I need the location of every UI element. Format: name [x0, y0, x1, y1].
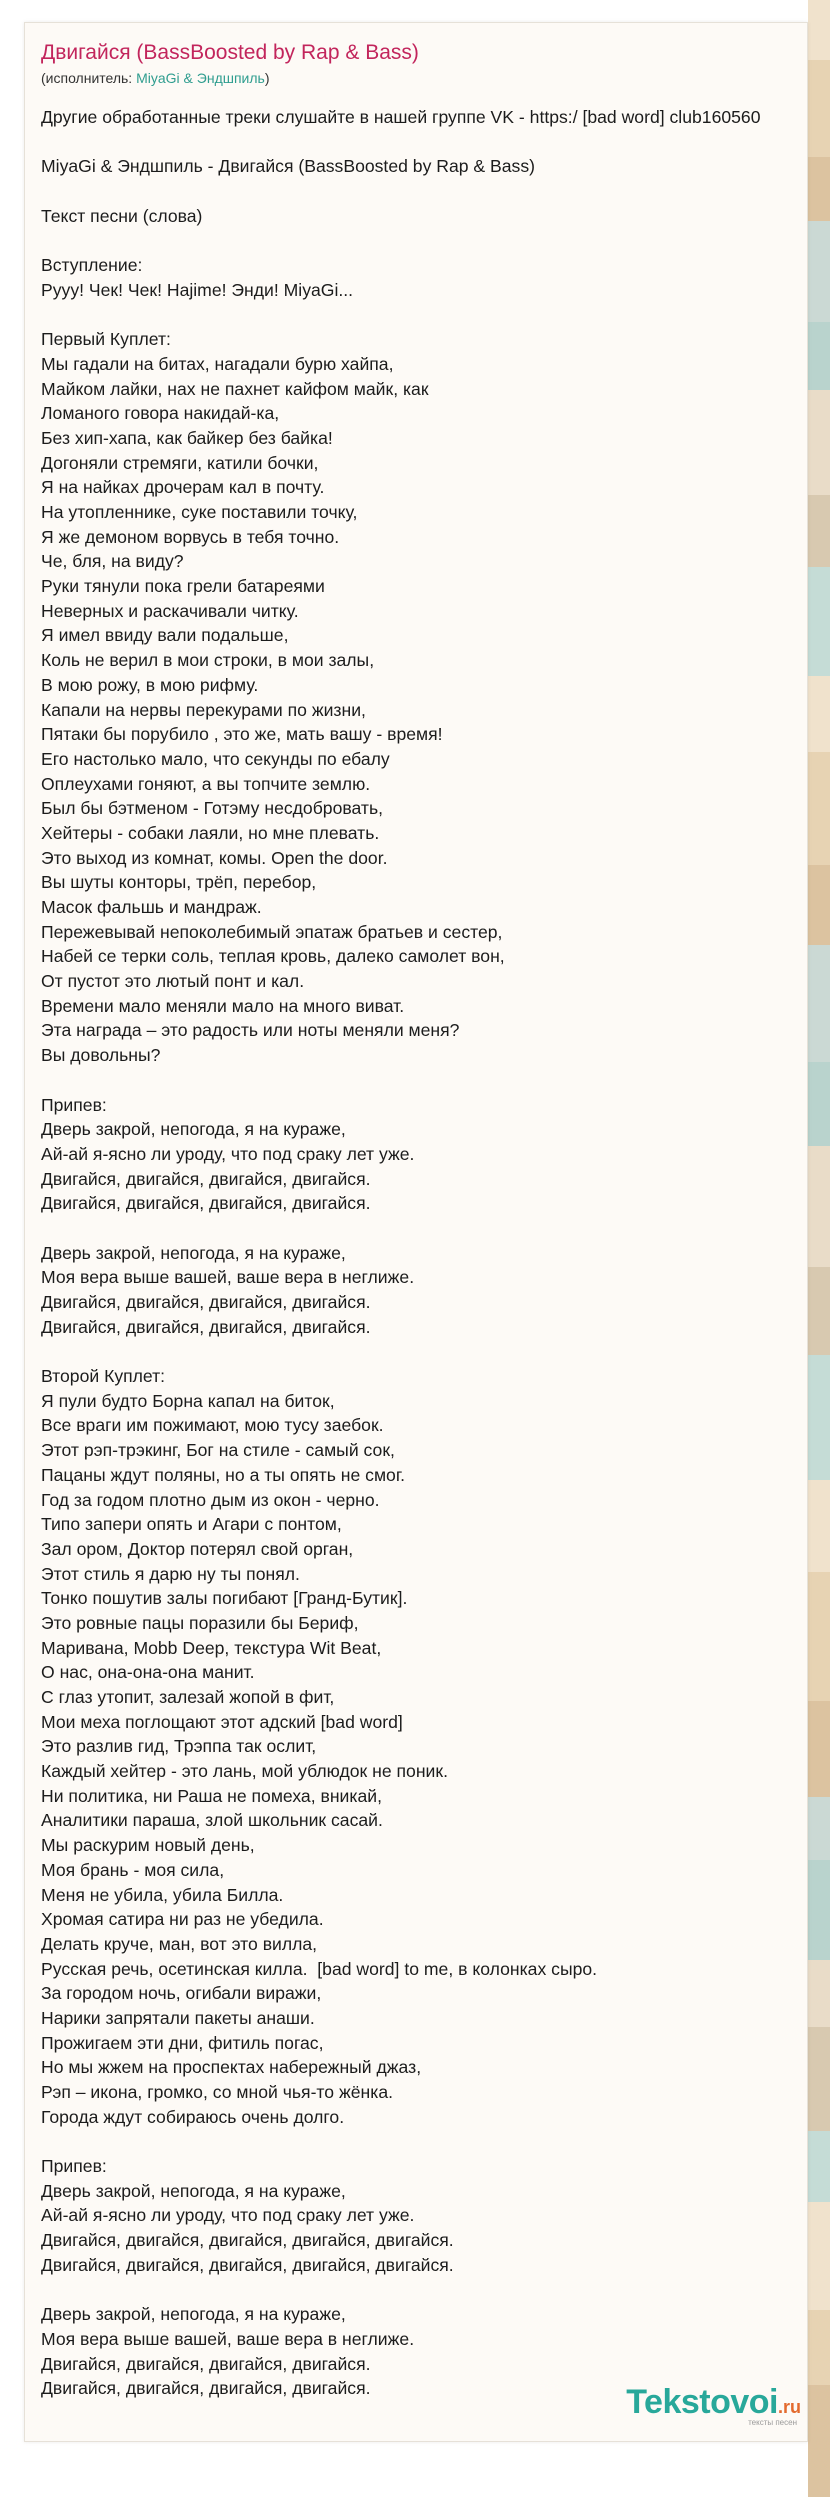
- lyric-line: Дверь закрой, непогода, я на кураже,: [41, 2180, 346, 2201]
- lyric-line: Второй Куплет:: [41, 1366, 166, 1387]
- lyric-line: Капали на нервы перекурами по жизни,: [41, 699, 366, 720]
- lyric-line: [41, 1216, 808, 1241]
- lyric-line: [41, 228, 808, 253]
- lyrics-card: [24, 22, 808, 2442]
- lyric-line: Двигайся, двигайся, двигайся, двигайся.: [41, 1193, 371, 1214]
- lyric-line: Моя вера выше вашей, ваше вера в неглиже.: [41, 1267, 415, 1288]
- lyric-line: Города ждут собираюсь очень долго.: [41, 2106, 345, 2127]
- site-logo[interactable]: [626, 2383, 801, 2427]
- lyric-line: Ай-ай я-ясно ли уроду, что под сраку лет уже.: [41, 2205, 415, 2226]
- lyric-line: [41, 179, 808, 204]
- lyric-line: Это выход из комнат, комы. Open the door.: [41, 847, 388, 868]
- lyric-line: Коль не верил в мои строки, в мои залы,: [41, 650, 375, 671]
- lyric-line: Был бы бэтменом - Готэму несдобровать,: [41, 798, 384, 819]
- lyric-line: Маривана, Mobb Deep, текстура Wit Beat,: [41, 1637, 382, 1658]
- lyric-line: Рууу! Чек! Чек! Hajime! Энди! MiyaGi...: [41, 279, 354, 300]
- lyric-line: Я пули будто Борна капал на биток,: [41, 1390, 335, 1411]
- lyric-line: Русская речь, осетинская килла. [bad word] to me, в колонках сыро.: [41, 1958, 598, 1979]
- lyric-line: Мы раскурим новый день,: [41, 1835, 255, 1856]
- logo-tagline: тексты песен: [748, 2418, 797, 2427]
- lyric-line: В мою рожу, в мою рифму.: [41, 674, 259, 695]
- lyric-line: Год за годом плотно дым из окон - черно.: [41, 1489, 380, 1510]
- lyric-line: [41, 130, 808, 155]
- lyric-line: Вступление:: [41, 255, 143, 276]
- lyric-line: Пятаки бы порубило , это же, мать вашу - время!: [41, 724, 443, 745]
- lyric-line: Времени мало меняли мало на много виват.: [41, 995, 405, 1016]
- lyric-line: [41, 303, 808, 328]
- artist-line: [41, 70, 270, 86]
- lyric-line: Этот рэп-трэкинг, Бог на стиле - самый сок,: [41, 1440, 395, 1461]
- lyric-line: Двигайся, двигайся, двигайся, двигайся.: [41, 1292, 371, 1312]
- lyric-line: Его настолько мало, что секунды по ебалу: [41, 748, 390, 769]
- lyric-line: Без хип-хапа, как байкер без байка!: [41, 427, 333, 448]
- lyric-line: Моя вера выше вашей, ваше вера в неглиже.: [41, 2328, 415, 2349]
- lyric-line: MiyaGi & Эндшпиль - Двигайся (BassBoosted by Rap & Bass): [41, 156, 536, 177]
- lyric-line: Другие обработанные треки слушайте в нашей группе VK - https:/ [bad word] club160560: [41, 107, 761, 127]
- lyric-line: Догоняли стремяги, катили бочки,: [41, 452, 319, 473]
- lyric-line: Майком лайки, нах не пахнет кайфом майк, как: [41, 378, 429, 399]
- lyric-line: Моя брань - моя сила,: [41, 1859, 225, 1880]
- lyric-line: Первый Куплет:: [41, 329, 171, 350]
- lyric-line: Зал ором, Доктор потерял свой орган,: [41, 1538, 354, 1559]
- lyric-line: Дверь закрой, непогода, я на кураже,: [41, 2304, 346, 2325]
- lyric-line: Аналитики параша, злой школьник сасай.: [41, 1810, 383, 1831]
- lyric-line: Припев:: [41, 2156, 107, 2177]
- lyric-line: Это ровные пацы поразили бы Бериф,: [41, 1612, 359, 1633]
- lyric-line: Рэп – икона, громко, со мной чья-то жёнка.: [41, 2082, 393, 2102]
- lyrics-text: [41, 105, 808, 2401]
- lyric-line: Оплеухами гоняют, а вы топчите землю.: [41, 773, 371, 794]
- lyric-line: Припев:: [41, 1094, 107, 1115]
- artist-link[interactable]: MiyaGi & Эндшпиль: [136, 70, 265, 86]
- lyric-line: Текст песни (слова): [41, 205, 203, 226]
- lyric-line: Мои меха поглощают этот адский [bad word]: [41, 1711, 403, 1732]
- lyric-line: Че, бля, на виду?: [41, 551, 184, 572]
- lyric-line: [41, 2278, 808, 2303]
- lyric-line: Но мы жжем на проспектах набережный джаз,: [41, 2057, 422, 2078]
- lyric-line: Все враги им пожимают, мою тусу заебок.: [41, 1415, 384, 1436]
- lyric-line: Вы шуты конторы, трёп, перебор,: [41, 872, 317, 893]
- lyric-line: Эта награда – это радость или ноты меняли меня?: [41, 1020, 460, 1041]
- lyric-line: [41, 2129, 808, 2154]
- lyric-line: Пережевывай непоколебимый эпатаж братьев и сестер,: [41, 921, 503, 942]
- lyric-line: Это разлив гид, Трэппа так ослит,: [41, 1736, 317, 1757]
- lyric-line: Двигайся, двигайся, двигайся, двигайся.: [41, 2378, 371, 2399]
- lyric-line: От пустот это лютый понт и кал.: [41, 971, 305, 992]
- lyric-line: Ломаного говора накидай-ка,: [41, 403, 280, 424]
- logo-tld: .ru: [777, 2397, 801, 2417]
- lyric-line: Набей се терки соль, теплая кровь, далеко самолет вон,: [41, 946, 505, 967]
- lyric-line: Пацаны ждут поляны, но а ты опять не смог.: [41, 1464, 406, 1485]
- lyric-line: О нас, она-она-она манит.: [41, 1662, 255, 1683]
- lyric-line: Каждый хейтер - это лань, мой ублюдок не поник.: [41, 1761, 448, 1782]
- lyric-line: Двигайся, двигайся, двигайся, двигайся.: [41, 2353, 371, 2374]
- lyric-line: Неверных и раскачивали читку.: [41, 600, 299, 621]
- lyric-line: Нарики запрятали пакеты анаши.: [41, 2007, 315, 2028]
- lyric-line: Меня не убила, убила Билла.: [41, 1884, 284, 1905]
- lyric-line: Дверь закрой, непогода, я на кураже,: [41, 1242, 346, 1263]
- lyric-line: Я же демоном ворвусь в тебя точно.: [41, 526, 340, 547]
- song-title: Двигайся (BassBoosted by Rap & Bass): [41, 41, 419, 64]
- logo-word: Tekstovoi: [626, 2383, 778, 2421]
- artist-suffix: ): [264, 70, 270, 86]
- lyric-line: Хейтеры - собаки лаяли, но мне плевать.: [41, 822, 380, 843]
- lyric-line: Типо запери опять и Агари с понтом,: [41, 1514, 342, 1535]
- lyric-line: Дверь закрой, непогода, я на кураже,: [41, 1119, 346, 1140]
- artist-prefix: (исполнитель:: [41, 70, 137, 86]
- lyric-line: Мы гадали на битах, нагадали бурю хайпа,: [41, 353, 394, 374]
- lyric-line: Тонко пошутив залы погибают [Гранд-Бутик].: [41, 1588, 408, 1609]
- lyric-line: Масок фальшь и мандраж.: [41, 897, 262, 917]
- lyric-line: За городом ночь, огибали виражи,: [41, 1983, 322, 2004]
- lyric-line: Делать круче, ман, вот это вилла,: [41, 1933, 318, 1954]
- lyric-line: Хромая сатира ни раз не убедила.: [41, 1909, 324, 1930]
- lyric-line: Ай-ай я-ясно ли уроду, что под сраку лет уже.: [41, 1143, 415, 1164]
- lyric-line: Руки тянули пока грели батареями: [41, 576, 325, 597]
- decorative-side-stripe: [808, 0, 830, 2453]
- lyric-line: Ни политика, ни Раша не помеха, вникай,: [41, 1785, 382, 1806]
- lyric-line: Вы довольны?: [41, 1045, 161, 1066]
- lyric-line: [41, 1068, 808, 1093]
- lyric-line: Двигайся, двигайся, двигайся, двигайся, двигайся.: [41, 2254, 454, 2275]
- lyric-line: Двигайся, двигайся, двигайся, двигайся, двигайся.: [41, 2230, 454, 2251]
- lyric-line: Двигайся, двигайся, двигайся, двигайся.: [41, 1316, 371, 1337]
- lyric-line: С глаз утопит, залезай жопой в фит,: [41, 1687, 335, 1707]
- lyric-line: Двигайся, двигайся, двигайся, двигайся.: [41, 1168, 371, 1189]
- lyric-line: Прожигаем эти дни, фитиль погас,: [41, 2032, 324, 2053]
- lyric-line: [41, 1339, 808, 1364]
- lyric-line: Я имел ввиду вали подальше,: [41, 625, 289, 646]
- lyric-line: На утопленнике, суке поставили точку,: [41, 502, 358, 522]
- lyric-line: Этот стиль я дарю ну ты понял.: [41, 1563, 300, 1584]
- lyric-line: Я на найках дрочерам кал в почту.: [41, 477, 325, 498]
